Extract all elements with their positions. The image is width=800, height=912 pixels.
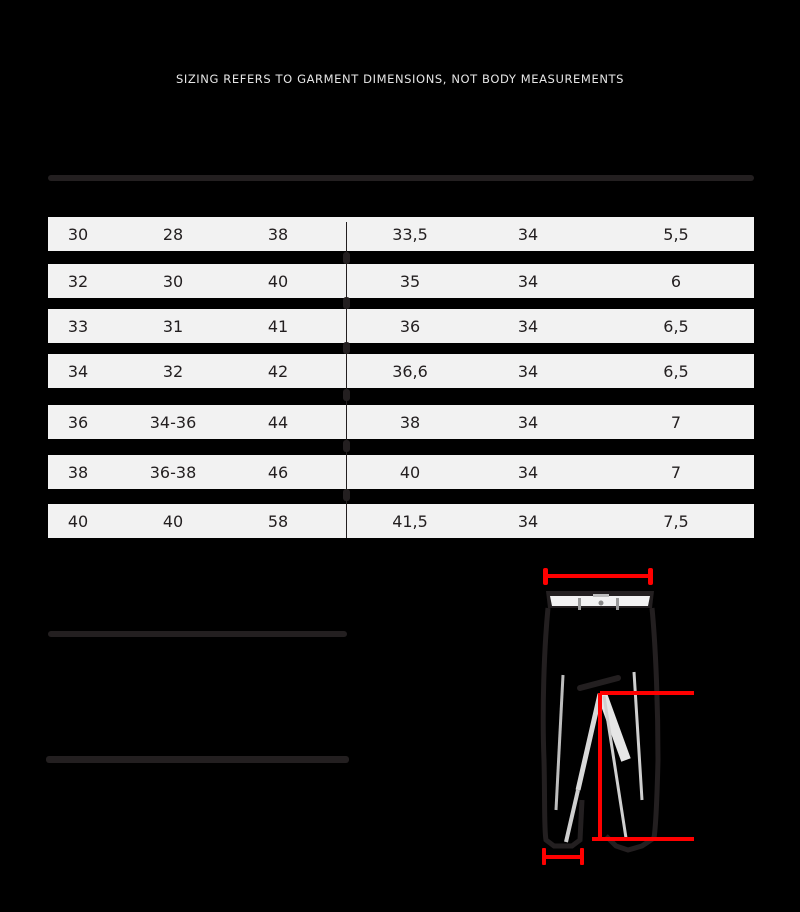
table-row bbox=[48, 354, 754, 388]
cell-col4: 35 bbox=[399, 272, 421, 291]
cell-col2: 36-38 bbox=[149, 463, 197, 482]
divider-knot bbox=[343, 342, 350, 354]
cell-col4: 41,5 bbox=[392, 512, 428, 531]
cell-size: 38 bbox=[67, 463, 89, 482]
cell-col4: 38 bbox=[399, 413, 421, 432]
leg-opening-measure-icon bbox=[542, 848, 584, 865]
table-row bbox=[48, 309, 754, 343]
cell-col4: 36,6 bbox=[392, 362, 428, 381]
cell-col5: 34 bbox=[517, 225, 539, 244]
thigh-measure-icon bbox=[600, 691, 694, 695]
cell-col2: 31 bbox=[162, 317, 184, 336]
cell-col6: 6,5 bbox=[663, 317, 689, 336]
table-row bbox=[48, 217, 754, 251]
cell-col3: 46 bbox=[267, 463, 289, 482]
cell-col3: 44 bbox=[267, 413, 289, 432]
trousers-diagram bbox=[530, 560, 710, 870]
cell-col5: 34 bbox=[517, 512, 539, 531]
table-row bbox=[48, 264, 754, 298]
cell-col5: 34 bbox=[517, 317, 539, 336]
cell-col3: 41 bbox=[267, 317, 289, 336]
trousers-icon bbox=[530, 560, 710, 870]
cell-col2: 32 bbox=[162, 362, 184, 381]
divider-knot bbox=[343, 440, 350, 452]
cell-size: 36 bbox=[67, 413, 89, 432]
table-row bbox=[48, 504, 754, 538]
cell-col5: 34 bbox=[517, 413, 539, 432]
cell-col4: 36 bbox=[399, 317, 421, 336]
sizing-note: SIZING REFERS TO GARMENT DIMENSIONS, NOT BODY MEASUREMENTS bbox=[175, 72, 625, 86]
cell-col4: 33,5 bbox=[392, 225, 428, 244]
cell-col6: 6,5 bbox=[663, 362, 689, 381]
cell-col6: 6 bbox=[670, 272, 682, 291]
section-bar-top bbox=[48, 631, 347, 637]
cell-size: 32 bbox=[67, 272, 89, 291]
cell-col6: 7 bbox=[670, 413, 682, 432]
divider-knot bbox=[343, 252, 350, 264]
divider-knot bbox=[343, 389, 350, 401]
cell-col5: 34 bbox=[517, 272, 539, 291]
cell-col6: 5,5 bbox=[663, 225, 689, 244]
cell-col2: 40 bbox=[162, 512, 184, 531]
cell-size: 34 bbox=[67, 362, 89, 381]
cell-col4: 40 bbox=[399, 463, 421, 482]
section-bar-bottom bbox=[46, 756, 349, 763]
divider-knot bbox=[343, 297, 350, 309]
table-row bbox=[48, 455, 754, 489]
cell-col2: 34-36 bbox=[149, 413, 197, 432]
cell-col5: 34 bbox=[517, 362, 539, 381]
cell-size: 30 bbox=[67, 225, 89, 244]
divider-knot bbox=[343, 489, 350, 501]
cell-col3: 40 bbox=[267, 272, 289, 291]
cell-col6: 7 bbox=[670, 463, 682, 482]
cell-col3: 38 bbox=[267, 225, 289, 244]
cell-col3: 42 bbox=[267, 362, 289, 381]
waist-measure-icon bbox=[543, 568, 653, 585]
cell-col2: 30 bbox=[162, 272, 184, 291]
cell-col5: 34 bbox=[517, 463, 539, 482]
cell-size: 33 bbox=[67, 317, 89, 336]
cell-col3: 58 bbox=[267, 512, 289, 531]
table-header-bar bbox=[48, 175, 754, 181]
cell-col6: 7,5 bbox=[663, 512, 689, 531]
cell-size: 40 bbox=[67, 512, 89, 531]
cell-col2: 28 bbox=[162, 225, 184, 244]
table-row bbox=[48, 405, 754, 439]
